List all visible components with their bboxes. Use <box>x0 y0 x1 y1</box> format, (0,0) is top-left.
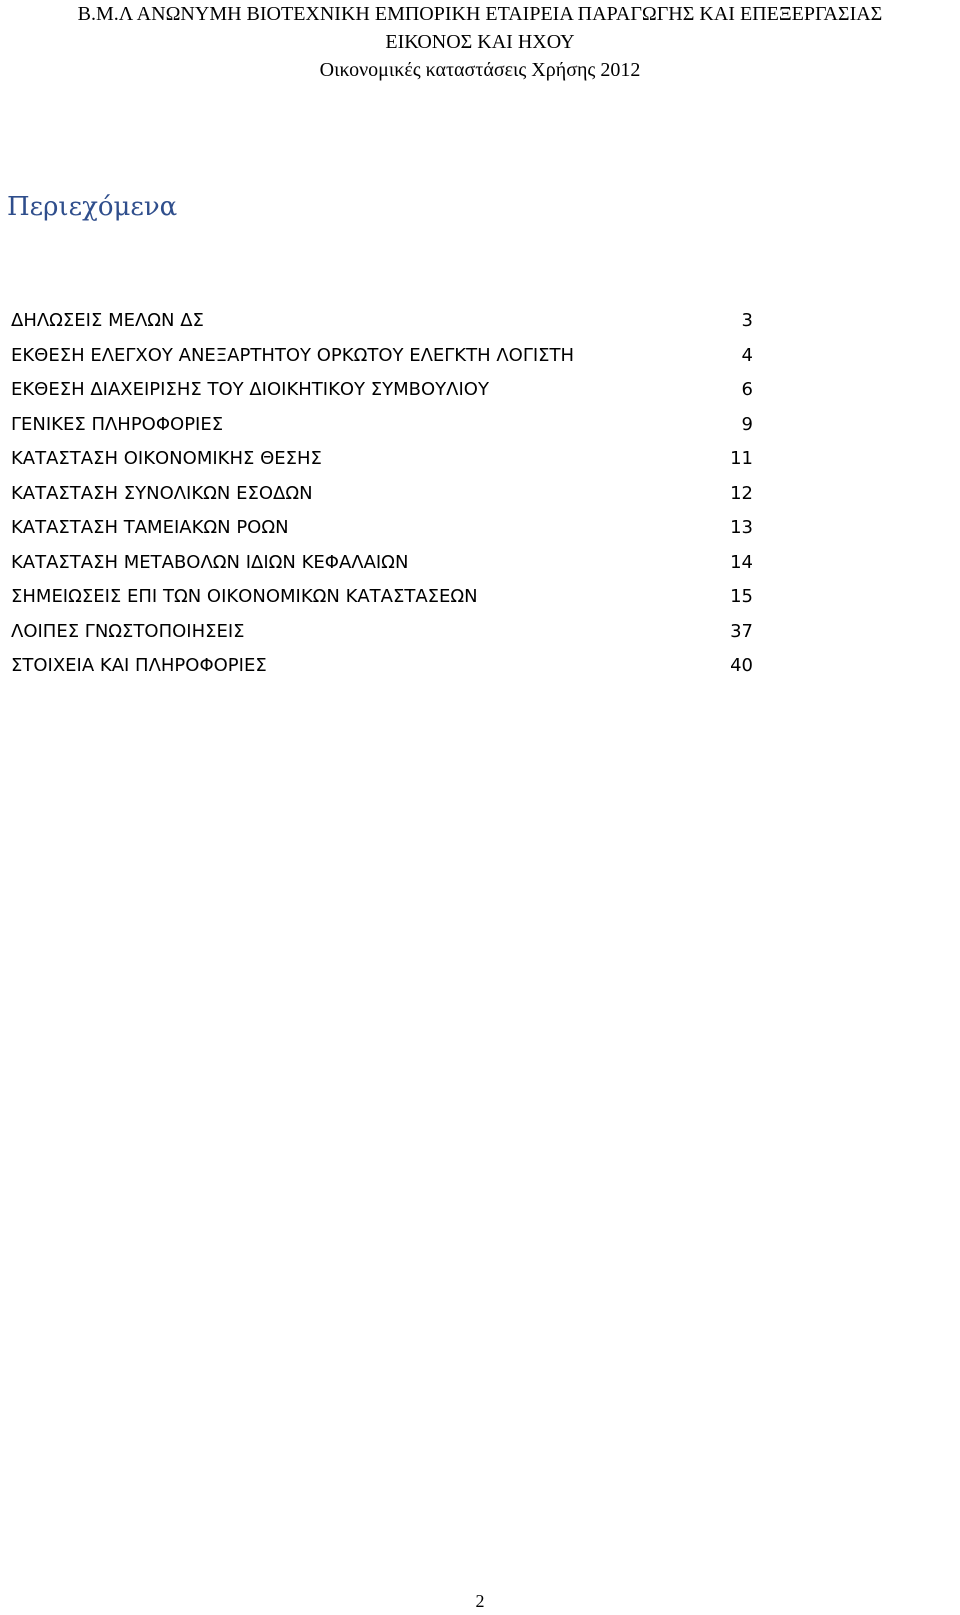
table-of-contents <box>11 304 753 684</box>
toc-entry-title: ΚΑΤΑΣΤΑΣΗ ΤΑΜΕΙΑΚΩΝ ΡΟΩΝ <box>11 517 289 538</box>
toc-entry-title: ΚΑΤΑΣΤΑΣΗ ΟΙΚΟΝΟΜΙΚΗΣ ΘΕΣΗΣ <box>11 448 322 469</box>
toc-entry-page: 15 <box>730 586 753 607</box>
toc-entry-page: 12 <box>730 482 753 504</box>
toc-entry-page: 9 <box>741 413 753 435</box>
document-header <box>0 0 960 84</box>
toc-entry-page: 3 <box>741 310 753 331</box>
toc-entry-title: ΚΑΤΑΣΤΑΣΗ ΜΕΤΑΒΟΛΩΝ ΙΔΙΩΝ ΚΕΦΑΛΑΙΩΝ <box>11 551 409 573</box>
toc-entry[interactable] <box>11 442 753 477</box>
toc-entry-page: 4 <box>741 344 753 366</box>
toc-entry-title: ΓΕΝΙΚΕΣ ΠΛΗΡΟΦΟΡΙΕΣ <box>11 413 224 435</box>
toc-entry-title: ΚΑΤΑΣΤΑΣΗ ΣΥΝΟΛΙΚΩΝ ΕΣΟΔΩΝ <box>11 482 313 504</box>
toc-entry-page: 40 <box>730 655 753 676</box>
toc-entry-page: 14 <box>730 551 753 573</box>
page-number: 2 <box>475 1591 485 1611</box>
company-name-line-1: Β.Μ.Λ ΑΝΩΝΥΜΗ ΒΙΟΤΕΧΝΙΚΗ ΕΜΠΟΡΙΚΗ ΕΤΑΙΡΕΙΑ ΠΑΡΑΓΩΓΗΣ ΚΑΙ ΕΠΕΞΕΡΓΑΣΙΑΣ <box>77 3 883 25</box>
toc-entry[interactable] <box>11 649 753 684</box>
toc-entry[interactable] <box>11 339 753 374</box>
toc-entry-page: 6 <box>741 379 753 400</box>
toc-heading: Περιεχόμενα <box>7 192 178 222</box>
toc-entry-title: ΣΗΜΕΙΩΣΕΙΣ ΕΠΙ ΤΩΝ ΟΙΚΟΝΟΜΙΚΩΝ ΚΑΤΑΣΤΑΣΕΩΝ <box>11 586 478 607</box>
toc-entry-title: ΔΗΛΩΣΕΙΣ ΜΕΛΩΝ ΔΣ <box>11 310 204 331</box>
toc-entry-page: 13 <box>730 517 753 538</box>
toc-entry-title: ΣΤΟΙΧΕΙΑ ΚΑΙ ΠΛΗΡΟΦΟΡΙΕΣ <box>11 655 267 676</box>
toc-entry-page: 37 <box>730 620 753 642</box>
toc-entry-title: ΕΚΘΕΣΗ ΔΙΑΧΕΙΡΙΣΗΣ ΤΟΥ ΔΙΟΙΚΗΤΙΚΟΥ ΣΥΜΒΟΥΛΙΟΥ <box>11 379 489 400</box>
toc-entry[interactable] <box>11 304 753 339</box>
toc-entry[interactable] <box>11 511 753 546</box>
toc-entry[interactable] <box>11 615 753 650</box>
toc-entry-title: ΕΚΘΕΣΗ ΕΛΕΓΧΟΥ ΑΝΕΞΑΡΤΗΤΟΥ ΟΡΚΩΤΟΥ ΕΛΕΓΚΤΗ ΛΟΓΙΣΤΗ <box>11 344 575 366</box>
company-name-line-2: ΕΙΚΟΝΟΣ ΚΑΙ ΗΧΟΥ <box>385 31 575 53</box>
toc-entry[interactable] <box>11 373 753 408</box>
toc-entry-title: ΛΟΙΠΕΣ ΓΝΩΣΤΟΠΟΙΗΣΕΙΣ <box>11 620 245 642</box>
toc-entry[interactable] <box>11 477 753 512</box>
toc-entry[interactable] <box>11 546 753 581</box>
toc-entry[interactable] <box>11 408 753 443</box>
document-subtitle: Οικονομικές καταστάσεις Χρήσης 2012 <box>319 59 641 81</box>
toc-entry-page: 11 <box>730 448 753 469</box>
toc-entry[interactable] <box>11 580 753 615</box>
